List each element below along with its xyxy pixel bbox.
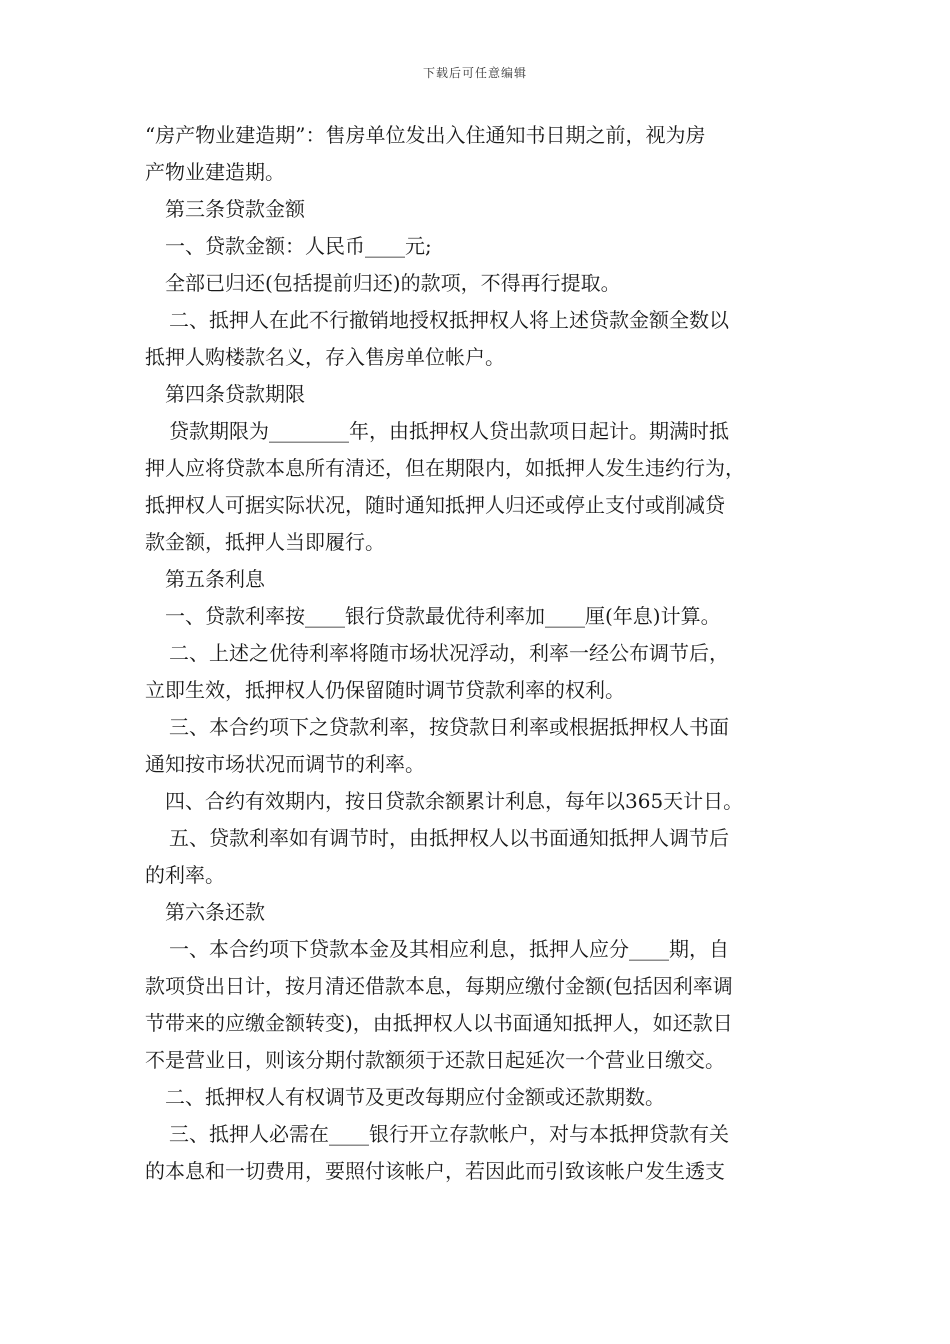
- paragraph-line: 的利率。: [145, 863, 225, 887]
- page-header: 下载后可任意编辑: [422, 66, 527, 80]
- paragraph-line: 产物业建造期。: [145, 160, 285, 184]
- paragraph-line: 款金额，抵押人当即履行。: [145, 530, 385, 554]
- paragraph-line: 抵押人购楼款名义，存入售房单位帐户。: [145, 345, 505, 369]
- paragraph-line: 不是营业日，则该分期付款额须于还款日起延次一个营业日缴交。: [145, 1048, 725, 1072]
- paragraph-line: 通知按市场状况而调节的利率。: [145, 752, 425, 776]
- paragraph-line: 押人应将贷款本息所有清还，但在期限内，如抵押人发生违约行为，: [145, 456, 745, 480]
- paragraph-line: 贷款期限为________年，由抵押权人贷出款项日起计。期满时抵: [169, 419, 729, 443]
- section-heading: 第五条利息: [165, 567, 265, 591]
- paragraph-line: 一、本合约项下贷款本金及其相应利息，抵押人应分____期，自: [169, 937, 729, 961]
- paragraph-line: 节带来的应缴金额转变)，由抵押权人以书面通知抵押人，如还款日: [145, 1011, 733, 1035]
- paragraph-line: 五、贷款利率如有调节时，由抵押权人以书面通知抵押人调节后: [169, 826, 729, 850]
- document-body: [145, 117, 810, 1190]
- section-heading: 第三条贷款金额: [165, 197, 305, 221]
- paragraph-line: 一、贷款利率按____银行贷款最优待利率加____厘(年息)计算。: [165, 604, 721, 628]
- paragraph-line: 抵押权人可据实际状况，随时通知抵押人归还或停止支付或削减贷: [145, 493, 725, 517]
- paragraph-line: 的本息和一切费用，要照付该帐户，若因此而引致该帐户发生透支: [145, 1159, 725, 1183]
- paragraph-line: 全部已归还(包括提前归还)的款项，不得再行提取。: [165, 271, 621, 295]
- paragraph-line: 三、本合约项下之贷款利率，按贷款日利率或根据抵押权人书面: [169, 715, 729, 739]
- paragraph-line: 二、抵押人在此不行撤销地授权抵押权人将上述贷款金额全数以: [169, 308, 729, 332]
- paragraph-line: 款项贷出日计，按月清还借款本息，每期应缴付金额(包括因利率调: [145, 974, 733, 998]
- paragraph-line: 二、抵押权人有权调节及更改每期应付金额或还款期数。: [165, 1085, 665, 1109]
- section-heading: 第六条还款: [165, 900, 265, 924]
- paragraph-line: 立即生效，抵押权人仍保留随时调节贷款利率的权利。: [145, 678, 625, 702]
- paragraph-line: “房产物业建造期”：售房单位发出入住通知书日期之前，视为房: [145, 123, 706, 147]
- paragraph-line: 一、贷款金额：人民币____元;: [165, 234, 432, 258]
- paragraph-line: 二、上述之优待利率将随市场状况浮动，利率一经公布调节后，: [169, 641, 729, 665]
- paragraph-line: 三、抵押人必需在____银行开立存款帐户，对与本抵押贷款有关: [169, 1122, 729, 1146]
- paragraph-line: 四、合约有效期内，按日贷款余额累计利息，每年以365天计日。: [165, 789, 744, 813]
- section-heading: 第四条贷款期限: [165, 382, 305, 406]
